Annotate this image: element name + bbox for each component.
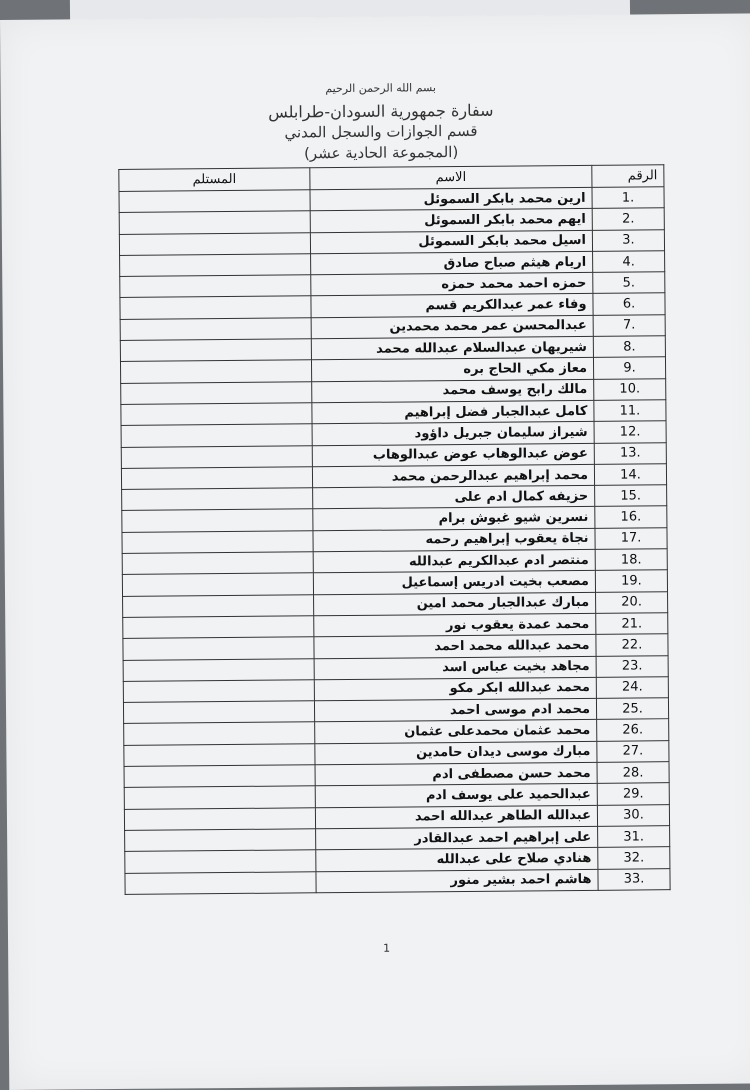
row-recipient-cell xyxy=(119,190,310,213)
row-recipient-cell xyxy=(122,509,313,532)
row-number: 29. xyxy=(597,783,669,805)
row-number: 17. xyxy=(595,527,667,549)
row-recipient-cell xyxy=(122,531,313,554)
row-recipient-cell xyxy=(122,552,313,575)
row-name: منتصر ادم عبدالكريم عبدالله xyxy=(313,549,595,573)
row-recipient-cell xyxy=(121,467,312,490)
row-number: 20. xyxy=(596,591,668,613)
row-number: 32. xyxy=(598,847,670,869)
row-number: 11. xyxy=(594,400,666,422)
row-number: 9. xyxy=(593,357,665,379)
row-number: 19. xyxy=(595,570,667,592)
row-recipient-cell xyxy=(120,339,311,362)
row-number: 4. xyxy=(593,251,665,273)
basmala: بسم الله الرحمن الرحيم xyxy=(325,81,436,96)
row-name: محمد حسن مصطفى ادم xyxy=(315,762,597,786)
row-recipient-cell xyxy=(120,275,311,298)
row-number: 13. xyxy=(594,442,666,464)
row-recipient-cell xyxy=(120,296,311,319)
row-recipient-cell xyxy=(124,722,315,745)
row-recipient-cell xyxy=(121,424,312,447)
page-number: 1 xyxy=(383,941,391,955)
row-recipient-cell xyxy=(120,360,311,383)
row-recipient-cell xyxy=(119,211,310,234)
row-name: محمد ادم موسى احمد xyxy=(314,698,596,722)
row-recipient-cell xyxy=(121,445,312,468)
document-page xyxy=(0,13,750,1090)
row-name: هاشم احمد بشير منور xyxy=(316,869,598,893)
row-name: مالك رابح يوسف محمد xyxy=(312,379,594,403)
row-name: شيريهان عبدالسلام عبدالله محمد xyxy=(311,336,593,360)
row-name: عوض عبدالوهاب عوض عبدالوهاب xyxy=(312,443,594,467)
row-number: 27. xyxy=(597,740,669,762)
row-number: 25. xyxy=(596,698,668,720)
row-number: 7. xyxy=(593,314,665,336)
table-row xyxy=(125,868,670,894)
row-number: 33. xyxy=(598,868,670,890)
row-name: ارين محمد بابكر السموئل xyxy=(310,187,592,211)
column-header-name: الاسم xyxy=(310,165,592,189)
row-number: 16. xyxy=(595,506,667,528)
row-number: 23. xyxy=(596,655,668,677)
row-name: ايهم محمد بابكر السموئل xyxy=(310,209,592,233)
department-title: قسم الجوازات والسجل المدني xyxy=(284,121,478,142)
row-number: 5. xyxy=(593,272,665,294)
row-name: كامل عبدالجبار فضل إبراهيم xyxy=(312,400,594,424)
row-name: معاز مكي الحاج بره xyxy=(311,358,593,382)
row-recipient-cell xyxy=(122,488,313,511)
row-number: 1. xyxy=(592,187,664,209)
row-name: عبدالله الطاهر عبدالله احمد xyxy=(315,805,597,829)
row-recipient-cell xyxy=(120,318,311,341)
row-number: 2. xyxy=(592,208,664,230)
group-title: (المجموعة الحادية عشر) xyxy=(303,143,459,163)
row-number: 14. xyxy=(594,464,666,486)
row-number: 18. xyxy=(595,549,667,571)
row-number: 10. xyxy=(594,378,666,400)
row-name: مبارك عبدالجبار محمد امين xyxy=(314,592,596,616)
row-name: محمد إبراهيم عبدالرحمن محمد xyxy=(312,464,594,488)
row-recipient-cell xyxy=(121,381,312,404)
row-name: محمد عثمان محمدعلى عثمان xyxy=(315,720,597,744)
row-name: محمد عبدالله محمد احمد xyxy=(314,635,596,659)
row-number: 31. xyxy=(598,826,670,848)
row-recipient-cell xyxy=(123,701,314,724)
row-name: مبارك موسى ديدان حامدين xyxy=(315,741,597,765)
row-name: نسرين شيو غبوش برام xyxy=(313,507,595,531)
row-number: 15. xyxy=(595,485,667,507)
column-header-recipient: المستلم xyxy=(119,168,310,192)
row-recipient-cell xyxy=(124,765,315,788)
row-recipient-cell xyxy=(124,786,315,809)
row-name: عبدالمحسن عمر محمد محمدين xyxy=(311,315,593,339)
row-number: 8. xyxy=(593,336,665,358)
row-recipient-cell xyxy=(120,254,311,277)
row-name: اريام هيثم صباح صادق xyxy=(311,251,593,275)
row-recipient-cell xyxy=(123,637,314,660)
row-number: 6. xyxy=(593,293,665,315)
row-recipient-cell xyxy=(122,573,313,596)
row-name: محمد عمدة يعقوب نور xyxy=(314,613,596,637)
row-name: على إبراهيم احمد عبدالقادر xyxy=(316,826,598,850)
embassy-title: سفارة جمهورية السودان-طرابلس xyxy=(268,100,494,122)
row-recipient-cell xyxy=(124,807,315,830)
row-number: 12. xyxy=(594,421,666,443)
row-recipient-cell xyxy=(125,850,316,873)
row-name: محمد عبدالله ابكر مكو xyxy=(314,677,596,701)
row-name: وفاء عمر عبدالكريم قسم xyxy=(311,294,593,318)
row-recipient-cell xyxy=(123,616,314,639)
row-number: 30. xyxy=(597,804,669,826)
row-name: اسيل محمد بابكر السموئل xyxy=(310,230,592,254)
row-number: 3. xyxy=(592,229,664,251)
row-recipient-cell xyxy=(119,232,310,255)
row-number: 26. xyxy=(597,719,669,741)
row-name: حمزه احمد محمد حمزه xyxy=(311,273,593,297)
column-header-number: الرقم xyxy=(592,165,664,188)
row-recipient-cell xyxy=(123,680,314,703)
row-name: نجاة يعقوب إبراهيم رحمه xyxy=(313,528,595,552)
row-recipient-cell xyxy=(123,594,314,617)
row-name: حزيفه كمال ادم على xyxy=(313,485,595,509)
row-number: 28. xyxy=(597,762,669,784)
row-recipient-cell xyxy=(124,743,315,766)
row-number: 21. xyxy=(596,613,668,635)
row-recipient-cell xyxy=(121,403,312,426)
row-name: شيراز سليمان جبريل داؤود xyxy=(312,422,594,446)
row-recipient-cell xyxy=(125,871,316,894)
row-name: مجاهد بخيت عباس اسد xyxy=(314,656,596,680)
row-recipient-cell xyxy=(123,658,314,681)
row-name: هنادي صلاح على عبدالله xyxy=(316,848,598,872)
row-name: مصعب بخيت ادريس إسماعيل xyxy=(313,571,595,595)
row-number: 22. xyxy=(596,634,668,656)
row-number: 24. xyxy=(596,677,668,699)
row-recipient-cell xyxy=(125,829,316,852)
row-name: عبدالحميد على يوسف ادم xyxy=(315,784,597,808)
names-table xyxy=(118,164,670,895)
